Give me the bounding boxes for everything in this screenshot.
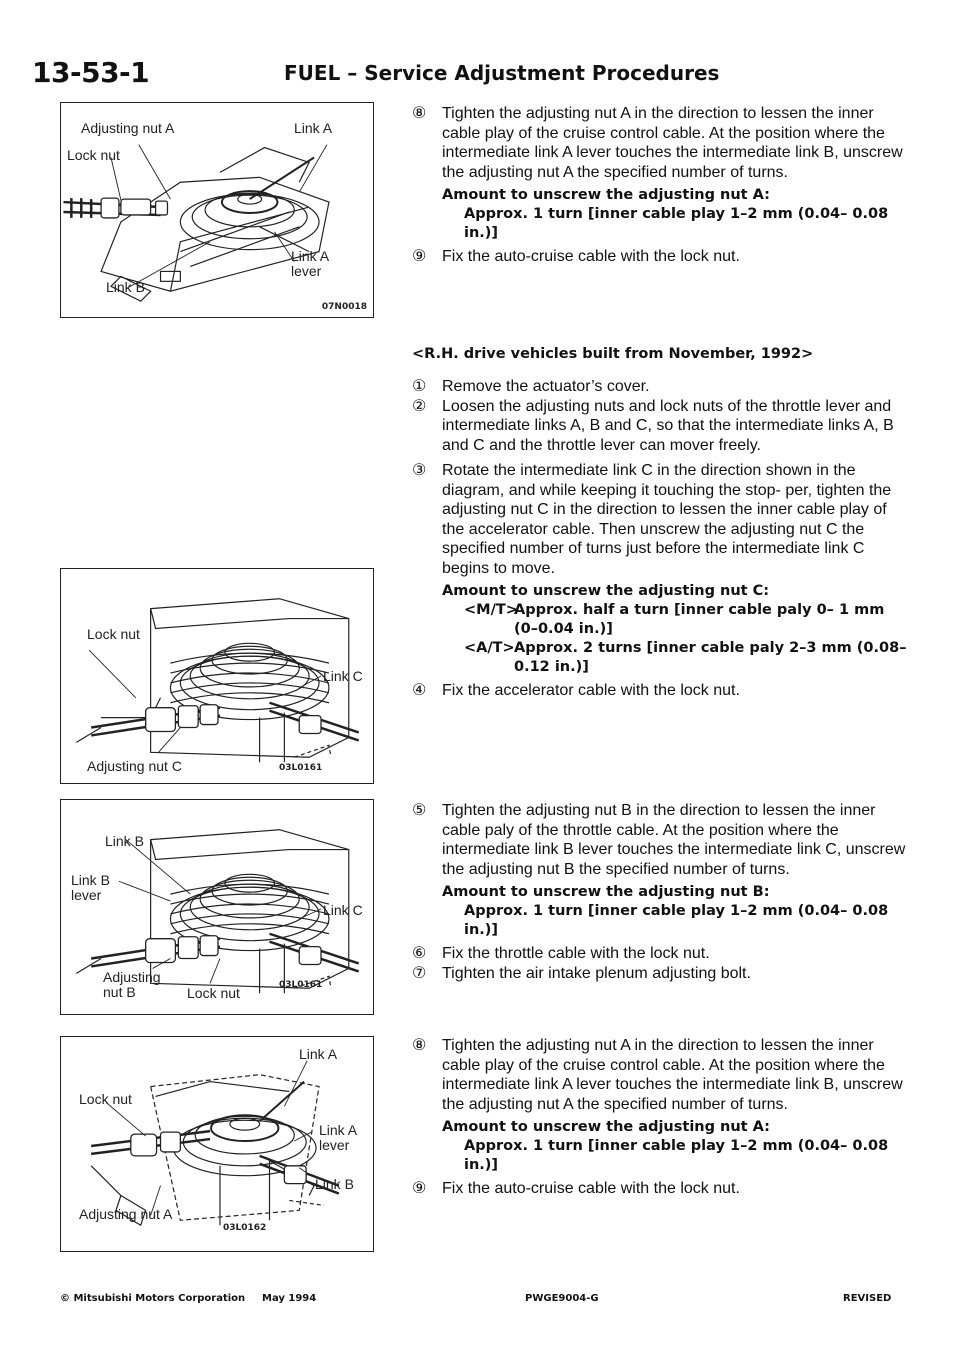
label-link-a: Link A (299, 1046, 338, 1062)
section-title: FUEL – Service Adjustment Procedures (284, 61, 720, 85)
step-1: ① Remove the actuator’s cover. (412, 378, 650, 395)
step-8: ⑧ Tighten the adjusting nut A in the direction to lessen the inner cable play of the cruise control cable. At the position where the intermediate link A lever touches the intermediate link B, unscrew the adjusting nut A the specified number of turns. (412, 105, 903, 181)
label-lock-nut: Lock nut (87, 626, 140, 642)
subheading-rh-drive: <R.H. drive vehicles built from November, 1992> (412, 346, 814, 362)
label-adjusting-nut: Adjusting nut A (79, 1206, 173, 1222)
label-link-a: Link A (294, 120, 333, 136)
step-3: ③ Rotate the intermediate link C in the direction shown in the diagram, and while keeping it touching the stop- per, tighten the adjusting nut C in the direction to lessen the inner cable play of the accelerator cable. Then unscrew the adjusting nut C the specified number of turns just before the intermediate link C begins to move. (412, 462, 892, 577)
amount-spec: Amount to unscrew the adjusting nut C: <M/T> Approx. half a turn [inner cable paly 0– 1 mm (0–0.04 in.)] <A/T> Approx. 2 turns [inner cable paly 2–3 mm (0.08–0.12 in.)] (442, 583, 907, 675)
figure-code: 03L0161 (279, 980, 323, 990)
label-link-b: Link B (315, 1176, 354, 1192)
step-5: ⑤ Tighten the adjusting nut B in the direction to lessen the inner cable paly of the throttle cable. At the position where the intermediate link B lever touches the intermediate link C, unscrew the adjusting nut B the specified number of turns. (412, 802, 906, 878)
step-9: ⑨ Fix the auto-cruise cable with the lock nut. (412, 248, 740, 265)
label-link-b: Link B (106, 279, 145, 295)
figure-adjusting-nut-c (60, 568, 374, 784)
footer-doc-code: PWGE9004-G (525, 1293, 599, 1304)
page-number: 13-53-1 (32, 56, 150, 89)
step-4: ④ Fix the accelerator cable with the lock nut. (412, 682, 740, 699)
step-7: ⑦ Tighten the air intake plenum adjusting bolt. (412, 964, 751, 982)
figure-adjusting-nut-a-rh (60, 1036, 374, 1252)
step-6: ⑥ Fix the throttle cable with the lock nut. (412, 945, 710, 962)
procedure-block-2 (412, 377, 912, 701)
footer-copyright: © Mitsubishi Motors Corporation (60, 1293, 246, 1304)
label-link-b: Link B (105, 833, 144, 849)
label-adjusting-nut: Adjusting nut B (103, 969, 161, 1000)
label-link-a-lever: Link A lever (291, 248, 330, 279)
step-9: ⑨ Fix the auto-cruise cable with the lock nut. (412, 1180, 740, 1197)
amount-spec: Amount to unscrew the adjusting nut A: Approx. 1 turn [inner cable play 1–2 mm (0.04– 0.08 in.)] (442, 1119, 889, 1173)
label-link-c: Link C (323, 668, 363, 684)
step-8: ⑧ Tighten the adjusting nut A in the direction to lessen the inner cable play of the cruise control cable. At the position where the intermediate link A lever touches the intermediate link B, unscrew the adjusting nut A the specified number of turns. (412, 1037, 903, 1113)
figure-code: 03L0161 (279, 763, 323, 773)
label-adjusting-nut: Adjusting nut A (81, 120, 175, 136)
figure-code: 03L0162 (223, 1223, 267, 1233)
label-link-a-lever: Link A lever (319, 1122, 358, 1153)
amount-spec: Amount to unscrew the adjusting nut A: Approx. 1 turn [inner cable play 1–2 mm (0.04– 0.08 in.)] (442, 187, 889, 241)
amount-spec: Amount to unscrew the adjusting nut B: Approx. 1 turn [inner cable play 1–2 mm (0.04– 0.08 in.)] (442, 884, 889, 938)
figure-adjusting-nut-b (60, 799, 374, 1015)
page-header (32, 56, 912, 88)
figure-adjusting-nut-a (60, 102, 374, 318)
procedure-block-1 (412, 104, 912, 267)
label-adjusting-nut: Adjusting nut C (87, 758, 182, 774)
footer-date: May 1994 (262, 1293, 317, 1304)
label-lock-nut: Lock nut (187, 985, 240, 1001)
label-link-b-lever: Link B lever (71, 872, 110, 903)
procedure-block-3 (412, 801, 912, 983)
footer-status: REVISED (843, 1293, 892, 1304)
figure-code: 07N0018 (321, 302, 367, 312)
label-link-c: Link C (323, 902, 363, 918)
label-lock-nut: Lock nut (79, 1091, 132, 1107)
step-2: ② Loosen the adjusting nuts and lock nuts of the throttle lever and intermediate links A, B and C, so that the intermediate links A, B and C and the throttle lever can mover freely. (412, 397, 894, 454)
procedure-block-4 (412, 1036, 912, 1199)
label-lock-nut: Lock nut (67, 147, 120, 163)
